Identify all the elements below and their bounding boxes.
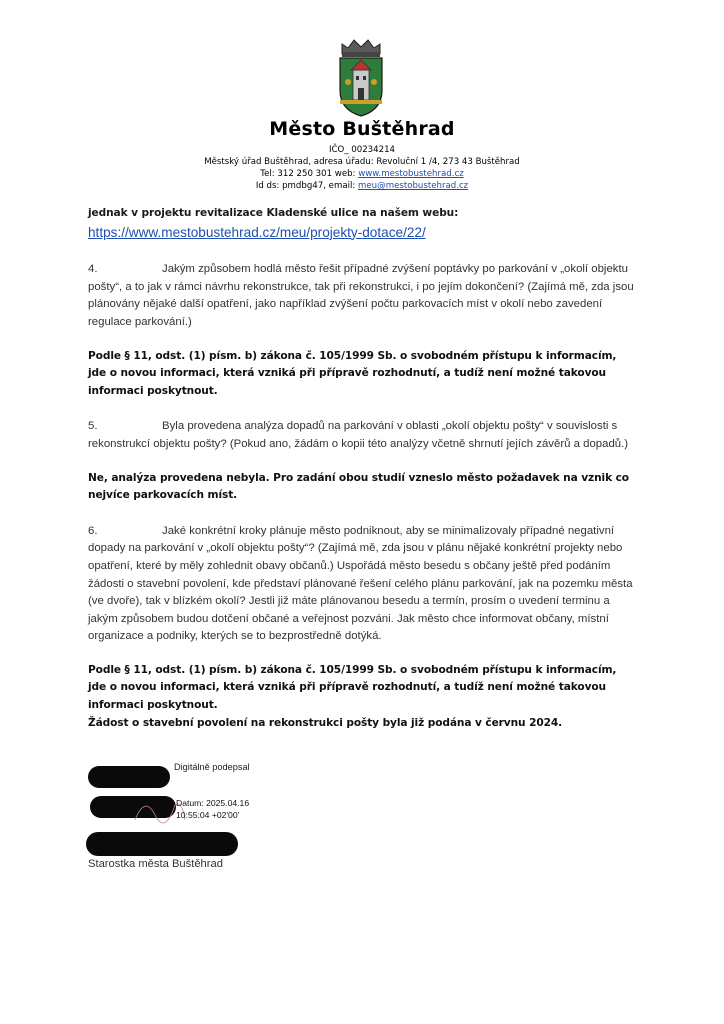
signer-title: Starostka města Buštěhrad [88, 858, 223, 870]
letterhead [0, 118, 724, 192]
organization-name: Město Buštěhrad [269, 118, 455, 140]
intro-text: jednak v projektu revitalizace Kladenské ulice na našem webu: [88, 207, 459, 219]
redaction-bar-3 [86, 832, 238, 856]
website-link[interactable]: www.mestobustehrad.cz [358, 169, 464, 179]
answer-6-line-1: Podle § 11, odst. (1) písm. b) zákona č. 105/1999 Sb. o svobodném přístupu k informacím, jde o novou informaci, která vzniká při přípravě rozhodnutí, a tudíž není možné takovou informaci poskytnout. [88, 663, 617, 712]
contact-line-email [0, 180, 724, 192]
question-5 [88, 418, 636, 453]
question-4 [88, 261, 636, 331]
signature-date: Datum: 2025.04.16 [176, 798, 250, 808]
question-6 [88, 523, 636, 646]
question-5-number: 5. [88, 420, 98, 433]
letter-body [88, 205, 636, 732]
contact-line-web [0, 168, 724, 180]
question-6-text: Jaké konkrétní kroky plánuje město podniknout, aby se minimalizovaly případné negativní dopady na parkování v „okolí objektu pošty“? (Zajímá mě, zda jsou v plánu nějaké konkrétní projekty nebo opatření, které by měly zohlednit obavy občanů.) Uspořádá město besedu s občany ještě před podáním žádosti o stavební povolení, kde představí plánované řešení celého plánu parkování, jak na pozemku města (ve dvoře), tak v blízkém okolí? Jestli již máte plánovanou besedu a termín, prosím o uvedení terminu a jakým způsobem budou dotčení občané a veřejnost pozváni. Jak město chce informovat občany, místní organizace a podniky, kterých se to bezprostředně dotýká. [88, 524, 633, 643]
answer-6 [88, 662, 636, 732]
question-6-number: 6. [88, 524, 98, 537]
ids-label: Id ds: pmdbg47, email: [255, 181, 359, 191]
email-link[interactable]: meu@mestobustehrad.cz [358, 181, 469, 191]
question-4-number: 4. [88, 263, 98, 276]
answer-5: Ne, analýza provedena nebyla. Pro zadání obou studií vzneslo město požadavek na vznik co nejvíce parkovacích míst. [88, 471, 629, 502]
answer-6-line-2: Žádost o stavební povolení na rekonstrukci pošty byla již podána v červnu 2024. [88, 716, 563, 729]
question-4-text: Jakým způsobem hodlá město řešit případné zvýšení poptávky po parkování v „okolí objektu pošty“, a to jak v rámci návrhu rekonstrukce, tak při rekonstrukci, i po jejím dokončení? (Zajímá mě, zda jsou plánovány nějaké další opatření, jako například zvýšení počtu parkovacích míst v okolí nebo zavedení regulace parkování.) [88, 263, 634, 328]
tel-label: Tel: 312 250 301 web: [260, 169, 359, 179]
redaction-bar-1 [88, 766, 170, 788]
signature-time: 10:55:04 +02'00' [176, 810, 240, 820]
city-coat-of-arms-logo [334, 38, 388, 118]
digital-signature-label: Digitálně podepsal [174, 762, 250, 772]
project-url-link[interactable]: https://www.mestobustehrad.cz/meu/projekty-dotace/22/ [88, 224, 426, 240]
question-5-text: Byla provedena analýza dopadů na parkování v oblasti „okolí objektu pošty“ v souvislosti s rekonstrukcí objektu pošty? (Pokud ano, žádám o kopii této analýzy včetně shrnutí jejích závěrů a dopadů.) [88, 420, 629, 450]
address-line: Městský úřad Buštěhrad, adresa úřadu: Revoluční 1 /4, 273 43 Buštěhrad [204, 157, 520, 167]
ico-line: IČO_ 00234214 [328, 145, 396, 155]
answer-4: Podle § 11, odst. (1) písm. b) zákona č. 105/1999 Sb. o svobodném přístupu k informacím, jde o novou informaci, která vzniká při přípravě rozhodnutí, a tudíž není možné takovou informaci poskytnout. [88, 349, 617, 397]
